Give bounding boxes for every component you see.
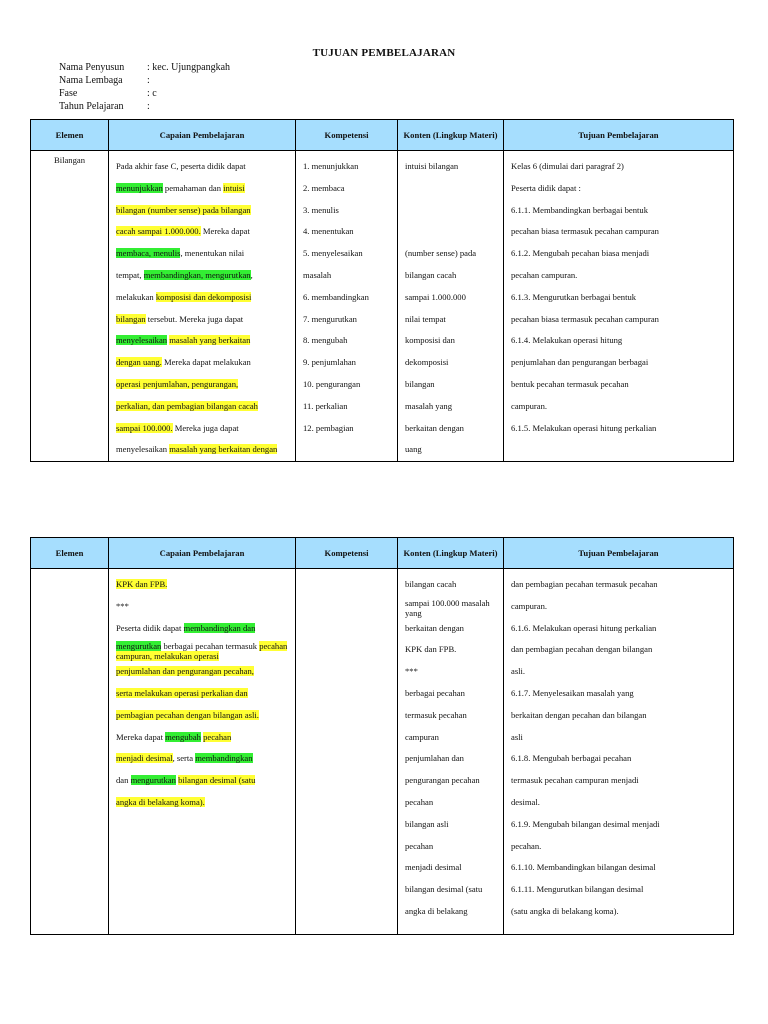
cell-elemen [31, 569, 109, 935]
highlight-yellow: komposisi dan dekomposisi [155, 291, 252, 302]
cell-tujuan [504, 151, 734, 462]
text-run: tempat, [116, 269, 144, 280]
text-line: pecahan [405, 796, 434, 807]
text-line: 7. mengurutkan [303, 313, 357, 324]
text-line: 6.1.1. Membandingkan berbagai bentuk [511, 204, 648, 215]
text-line: pecahan. [511, 840, 542, 851]
header-tujuan: Tujuan Pembelajaran [504, 120, 734, 151]
cell-kompetensi [296, 151, 398, 462]
learning-objectives-table-2 [30, 537, 734, 935]
highlight-yellow: perkalian, dan pembagian bilangan cacah [116, 400, 258, 411]
text-line [405, 200, 496, 222]
text-line: 9. penjumlahan [303, 357, 356, 368]
cell-capaian [109, 569, 296, 935]
text-line: 6.1.5. Melakukan operasi hitung perkalian [511, 422, 657, 433]
text-line: 6.1.3. Mengurutkan berbagai bentuk [511, 291, 637, 302]
highlight-green: menyelesaikan [116, 335, 168, 346]
document-meta [59, 61, 230, 113]
highlight-yellow: masalah yang berkaitan [169, 335, 251, 346]
text-line [116, 683, 288, 705]
meta-row-lembaga [59, 74, 230, 87]
text-line [116, 639, 288, 661]
meta-label: Nama Penyusun [59, 62, 125, 73]
text-line: penjumlahan dan [405, 753, 464, 764]
highlight-green: mengubah [165, 731, 201, 742]
text-line: (number sense) pada [405, 248, 477, 259]
text-line [116, 200, 288, 222]
highlight-green: membandingkan, mengurutkan [143, 269, 251, 280]
table-row [31, 569, 734, 935]
text-line: 12. pembagian [303, 422, 354, 433]
text-line: Peserta didik dapat : [511, 182, 581, 193]
text-line: 1. menunjukkan [303, 161, 359, 171]
text-line: 6.1.2. Mengubah pecahan biasa menjadi [511, 248, 650, 259]
text-line: 4. menentukan [303, 226, 354, 237]
text-line: menjadi desimal [405, 862, 462, 873]
text-line [116, 439, 288, 461]
table-header-row [31, 120, 734, 151]
text-line: termasuk pecahan campuran menjadi [511, 775, 639, 786]
highlight-yellow: sampai 100.000. [116, 422, 173, 433]
text-line [116, 792, 288, 814]
text-line: bentuk pecahan termasuk pecahan [511, 378, 629, 389]
text-line: 8. mengubah [303, 335, 348, 346]
meta-row-penyusun [59, 61, 230, 74]
text-line: intuisi bilangan [405, 161, 459, 171]
meta-label: Nama Lembaga [59, 75, 123, 86]
cell-konten [398, 151, 504, 462]
text-line [116, 221, 288, 243]
text-line: dan pembagian pecahan dengan bilangan [511, 644, 653, 655]
highlight-yellow: pembagian pecahan dengan bilangan asli. [116, 709, 259, 720]
text-run: berbagai pecahan termasuk [161, 641, 260, 652]
text-run: Mereka dapat melakukan [161, 357, 251, 368]
text-run: Mereka dapat [200, 226, 250, 237]
highlight-yellow: bilangan desimal (satu [178, 775, 256, 786]
text-run: Mereka juga dapat [172, 422, 239, 433]
meta-label: Fase [59, 88, 78, 99]
highlight-green: membandingkan [195, 753, 253, 764]
cell-kompetensi [296, 569, 398, 935]
text-run: , serta [172, 753, 196, 764]
header-konten: Konten (Lingkup Materi) [398, 120, 504, 151]
text-line [116, 596, 288, 618]
cell-konten [398, 569, 504, 935]
text-line [116, 243, 288, 265]
text-line [116, 265, 288, 287]
cell-elemen [31, 151, 109, 462]
meta-label: Tahun Pelajaran [59, 101, 124, 112]
highlight-yellow: serta melakukan operasi perkalian dan [116, 687, 248, 698]
text-line: berbagai pecahan [405, 687, 465, 698]
text-run: dan [116, 775, 131, 786]
meta-value: : kec. Ujungpangkah [147, 62, 231, 73]
text-line: bilangan [405, 378, 435, 389]
text-line: komposisi dan [405, 335, 455, 346]
text-line [116, 574, 288, 596]
text-line: pecahan [405, 840, 434, 851]
text-line: masalah yang [405, 400, 453, 411]
highlight-yellow: pecahan campuran, melakukan operasi [116, 641, 288, 662]
text-line: 11. perkalian [303, 400, 348, 411]
highlight-yellow: penjumlahan dan pengurangan pecahan, [116, 666, 254, 677]
text-line [405, 221, 496, 243]
table-row [31, 151, 734, 462]
text-line: campuran. [511, 600, 548, 611]
text-line: masalah [303, 269, 332, 280]
text-run: *** [116, 600, 129, 611]
text-line: asli. [511, 666, 526, 677]
text-line: 2. membaca [303, 182, 345, 193]
text-run: , [250, 269, 253, 280]
text-line [116, 705, 288, 727]
text-line: bilangan asli [405, 818, 449, 829]
highlight-green: mengurutkan [116, 641, 162, 652]
text-line: 6.1.7. Menyelesaikan masalah yang [511, 687, 634, 698]
text-run: tersebut. Mereka juga dapat [145, 313, 244, 324]
text-line: campuran. [511, 400, 548, 411]
text-line [116, 770, 288, 792]
text-line: nilai tempat [405, 313, 446, 324]
text-line: Kelas 6 (dimulai dari paragraf 2) [511, 161, 624, 171]
header-capaian: Capaian Pembelajaran [109, 538, 296, 569]
text-line [116, 661, 288, 683]
text-line: uang [405, 444, 422, 455]
text-line: 6.1.10. Membandingkan bilangan desimal [511, 862, 656, 873]
text-line: 6.1.6. Melakukan operasi hitung perkalian [511, 622, 657, 633]
text-line [116, 309, 288, 331]
header-kompetensi: Kompetensi [296, 538, 398, 569]
text-line [116, 374, 288, 396]
header-kompetensi: Kompetensi [296, 120, 398, 151]
text-line: asli [511, 731, 523, 742]
text-line: 10. pengurangan [303, 378, 361, 389]
text-line [405, 178, 496, 200]
text-line: berkaitan dengan [405, 622, 464, 633]
header-elemen: Elemen [31, 538, 109, 569]
learning-objectives-table-1 [30, 119, 734, 462]
highlight-yellow: menjadi desimal [116, 753, 173, 764]
text-line: sampai 100.000 masalah yang [405, 597, 490, 618]
text-run: , menentukan nilai [180, 248, 245, 259]
text-run: melakukan [116, 291, 156, 302]
highlight-yellow: angka di belakang koma). [116, 796, 205, 807]
highlight-green: membandingkan dan [183, 622, 256, 633]
text-line: 6.1.4. Melakukan operasi hitung [511, 335, 623, 346]
text-line: (satu angka di belakang koma). [511, 905, 619, 916]
highlight-yellow: masalah yang berkaitan dengan [169, 444, 278, 455]
text-line: berkaitan dengan [405, 422, 464, 433]
text-line [116, 156, 288, 178]
highlight-yellow: KPK dan FPB. [116, 579, 168, 589]
meta-row-tahun [59, 100, 230, 113]
text-line: bilangan desimal (satu [405, 884, 483, 895]
text-line [116, 418, 288, 440]
meta-row-fase [59, 87, 230, 100]
header-konten: Konten (Lingkup Materi) [398, 538, 504, 569]
text-line: termasuk pecahan [405, 709, 467, 720]
table-header-row [31, 538, 734, 569]
elemen-text [31, 569, 108, 574]
highlight-yellow: bilangan (number sense) pada bilangan [116, 204, 251, 215]
highlight-green: mengurutkan [130, 775, 176, 786]
text-line: 6. membandingkan [303, 291, 369, 302]
text-line: pecahan biasa termasuk pecahan campuran [511, 313, 659, 324]
text-line: campuran [405, 731, 439, 742]
text-run: Pada akhir fase C, peserta didik dapat [116, 161, 246, 171]
text-run: menyelesaikan [116, 444, 170, 455]
text-line: dekomposisi [405, 357, 449, 368]
highlight-green: menunjukkan [116, 182, 163, 193]
highlight-yellow: intuisi [223, 182, 245, 193]
text-line: *** [405, 666, 418, 677]
text-line: angka di belakang [405, 905, 468, 916]
header-capaian: Capaian Pembelajaran [109, 120, 296, 151]
text-line: 5. menyelesaikan [303, 248, 363, 259]
text-run: Mereka dapat [116, 731, 166, 742]
text-line [116, 727, 288, 749]
text-line: penjumlahan dan pengurangan berbagai [511, 357, 649, 368]
text-line [116, 396, 288, 418]
header-elemen: Elemen [31, 120, 109, 151]
text-run: pemahaman dan [162, 182, 224, 193]
text-line: 3. menulis [303, 204, 339, 215]
meta-value: : [147, 75, 150, 86]
text-line [116, 618, 288, 640]
text-line: 6.1.9. Mengubah bilangan desimal menjadi [511, 818, 660, 829]
text-line [116, 287, 288, 309]
text-line: sampai 1.000.000 [405, 291, 466, 302]
text-line: pecahan campuran. [511, 269, 578, 280]
text-line: bilangan cacah [405, 269, 457, 280]
highlight-yellow: cacah sampai 1.000.000. [116, 226, 201, 237]
text-line [116, 178, 288, 200]
text-line: bilangan cacah [405, 579, 457, 589]
meta-value: : [147, 101, 150, 112]
text-run: Peserta didik dapat [116, 622, 184, 633]
document-title: TUJUAN PEMBELAJARAN [312, 47, 456, 59]
highlight-yellow: dengan uang. [116, 357, 162, 368]
text-line: desimal. [511, 796, 540, 807]
cell-tujuan [504, 569, 734, 935]
highlight-yellow: bilangan [116, 313, 146, 324]
cell-capaian [109, 151, 296, 462]
highlight-yellow: operasi penjumlahan, pengurangan, [116, 378, 239, 389]
text-line: berkaitan dengan pecahan dan bilangan [511, 709, 647, 720]
text-line: dan pembagian pecahan termasuk pecahan [511, 579, 658, 589]
text-line: 6.1.11. Mengurutkan bilangan desimal [511, 884, 644, 895]
text-line: 6.1.8. Mengubah berbagai pecahan [511, 753, 632, 764]
text-line: pecahan biasa termasuk pecahan campuran [511, 226, 659, 237]
text-line: KPK dan FPB. [405, 644, 457, 655]
text-line [116, 330, 288, 352]
header-tujuan: Tujuan Pembelajaran [504, 538, 734, 569]
highlight-green: membaca, menulis [116, 248, 181, 259]
meta-value: : c [147, 88, 157, 99]
text-line [116, 352, 288, 374]
text-line [116, 748, 288, 770]
text-line: pengurangan pecahan [405, 775, 480, 786]
highlight-yellow: pecahan [203, 731, 232, 742]
elemen-text: Bilangan [53, 155, 86, 165]
